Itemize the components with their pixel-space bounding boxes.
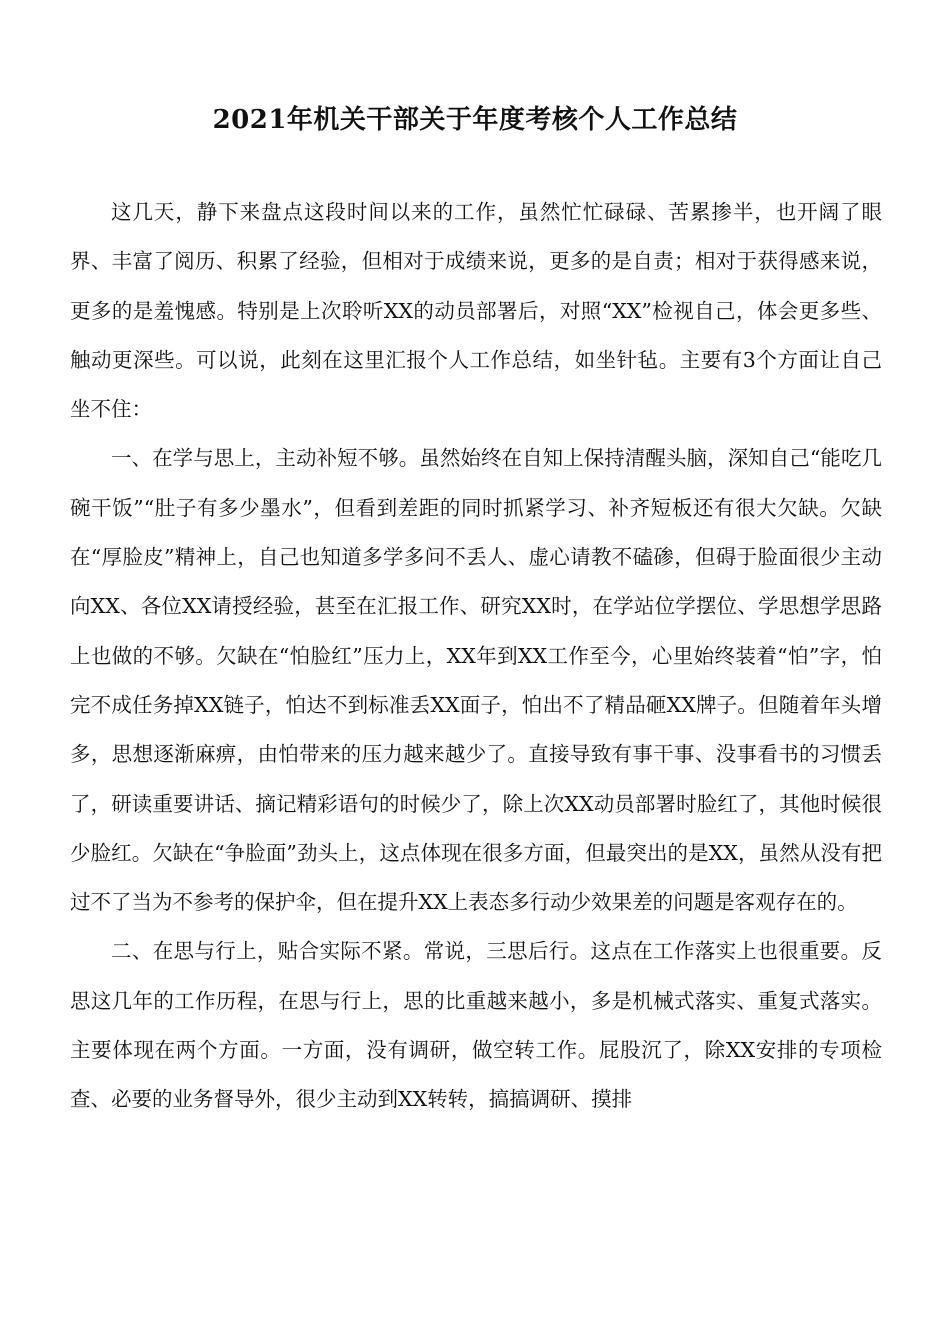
document-body [70,188,882,1125]
paragraph-intro: 这几天，静下来盘点这段时间以来的工作，虽然忙忙碌碌、苦累掺半，也开阔了眼界、丰富了阅历、积累了经验，但相对于成绩来说，更多的是自责；相对于获得感来说，更多的是羞愧感。特别是上次聆听XX的动员部署后，对照“XX”检视自己，体会更多些、触动更深些。可以说，此刻在这里汇报个人工作总结，如坐针毡。主要有3个方面让自己坐不住： [70,200,882,422]
paragraph-section-1: 一、在学与思上，主动补短不够。虽然始终在自知上保持清醒头脑，深知自己“能吃几碗干饭”“肚子有多少墨水”，但看到差距的同时抓紧学习、补齐短板还有很大欠缺。欠缺在“厚脸皮”精神上，自己也知道多学多问不丢人、虚心请教不磕碜，但碍于脸面很少主动向XX、各位XX请授经验，甚至在汇报工作、研究XX时，在学站位学摆位、学思想学思路上也做的不够。欠缺在“怕脸红”压力上，XX年到XX工作至今，心里始终装着“怕”字，怕完不成任务掉XX链子，怕达不到标准丢XX面子，怕出不了精品砸XX牌子。但随着年头增多，思想逐渐麻痹，由怕带来的压力越来越少了。直接导致有事干事、没事看书的习惯丢了，研读重要讲话、摘记精彩语句的时候少了，除上次XX动员部署时脸红了，其他时候很少脸红。欠缺在“争脸面”劲头上，这点体现在很多方面，但最突出的是XX，虽然从没有把过不了当为不参考的保护伞，但在提升XX上表态多行动少效果差的问题是客观存在的。 [70,446,882,915]
document-title: 2021年机关干部关于年度考核个人工作总结 [212,105,738,135]
paragraph-section-2: 二、在思与行上，贴合实际不紧。常说，三思后行。这点在工作落实上也很重要。反思这几年的工作历程，在思与行上，思的比重越来越小，多是机械式落实、重复式落实。主要体现在两个方面。一方面，没有调研，做空转工作。屁股沉了，除XX安排的专项检查、必要的业务督导外，很少主动到XX转转，搞搞调研、摸排 [70,939,882,1112]
